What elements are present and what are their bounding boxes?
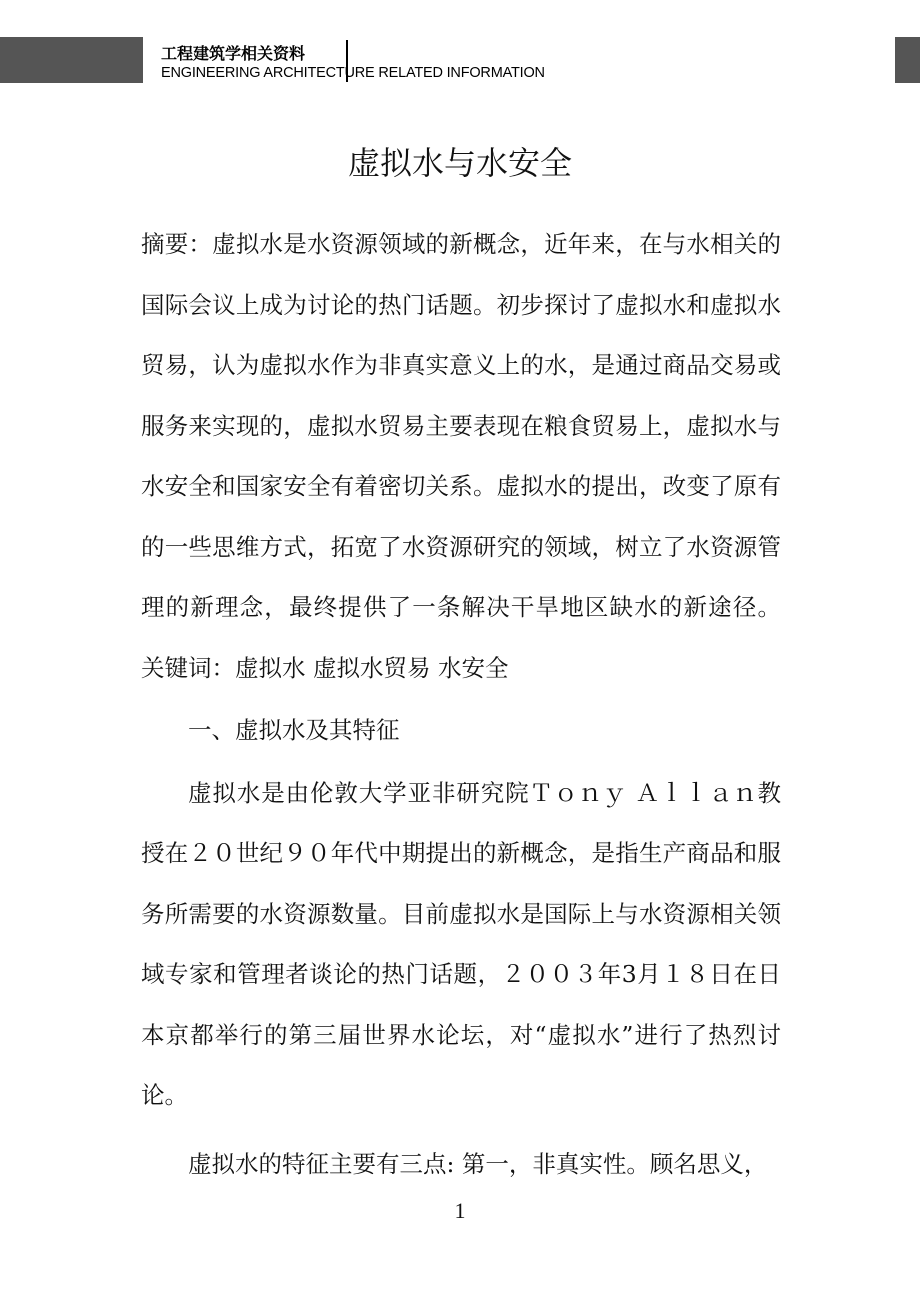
page-number: 1 xyxy=(454,1198,466,1223)
header-title-cn: 工程建筑学相关资料 xyxy=(161,44,306,63)
document-title: 虚拟水与水安全 xyxy=(347,144,572,182)
header-title-en: ENGINEERING ARCHITECTURE RELATED INFORMATION xyxy=(161,65,545,81)
body-paragraph: 虚拟水的特征主要有三点: 第一，非真实性。顾名思义， xyxy=(188,1149,768,1178)
section-heading: 一、虚拟水及其特征 xyxy=(188,716,400,744)
abstract-paragraph: 摘要：虚拟水是水资源领域的新概念，近年来，在与水相关的国际会议上成为讨论的热门话题。初步探讨了虚拟水和虚拟水贸易，认为虚拟水作为非真实意义上的水，是通过商品交易或服务来实现的，虚拟水贸易主要表现在粮食贸易上，虚拟水与水安全和国家安全有着密切关系。虚拟水的提出，改变了原有的一些思维方式，拓宽了水资源研究的领域，树立了水资源管理的新理念，最终提供了一条解决干旱地区缺水的新途径。 关键词：虚拟水 虚拟水贸易 水安全 xyxy=(141,230,781,682)
document-body xyxy=(141,214,781,1194)
body-paragraph: 虚拟水是由伦敦大学亚非研究院Ｔｏｎｙ Ａｌｌａｎ教授在２０世纪９０年代中期提出的新概念，是指生产商品和服务所需要的水资源数量。目前虚拟水是国际上与水资源相关领域专家和管理者谈论的热门话题，２００３年3月１８日在日本京都举行的第三届世界水论坛，对“虚拟水”进行了热烈讨论。 xyxy=(141,778,781,1109)
header-decor-block-left xyxy=(0,37,143,83)
header-decor-block-right xyxy=(895,37,920,83)
